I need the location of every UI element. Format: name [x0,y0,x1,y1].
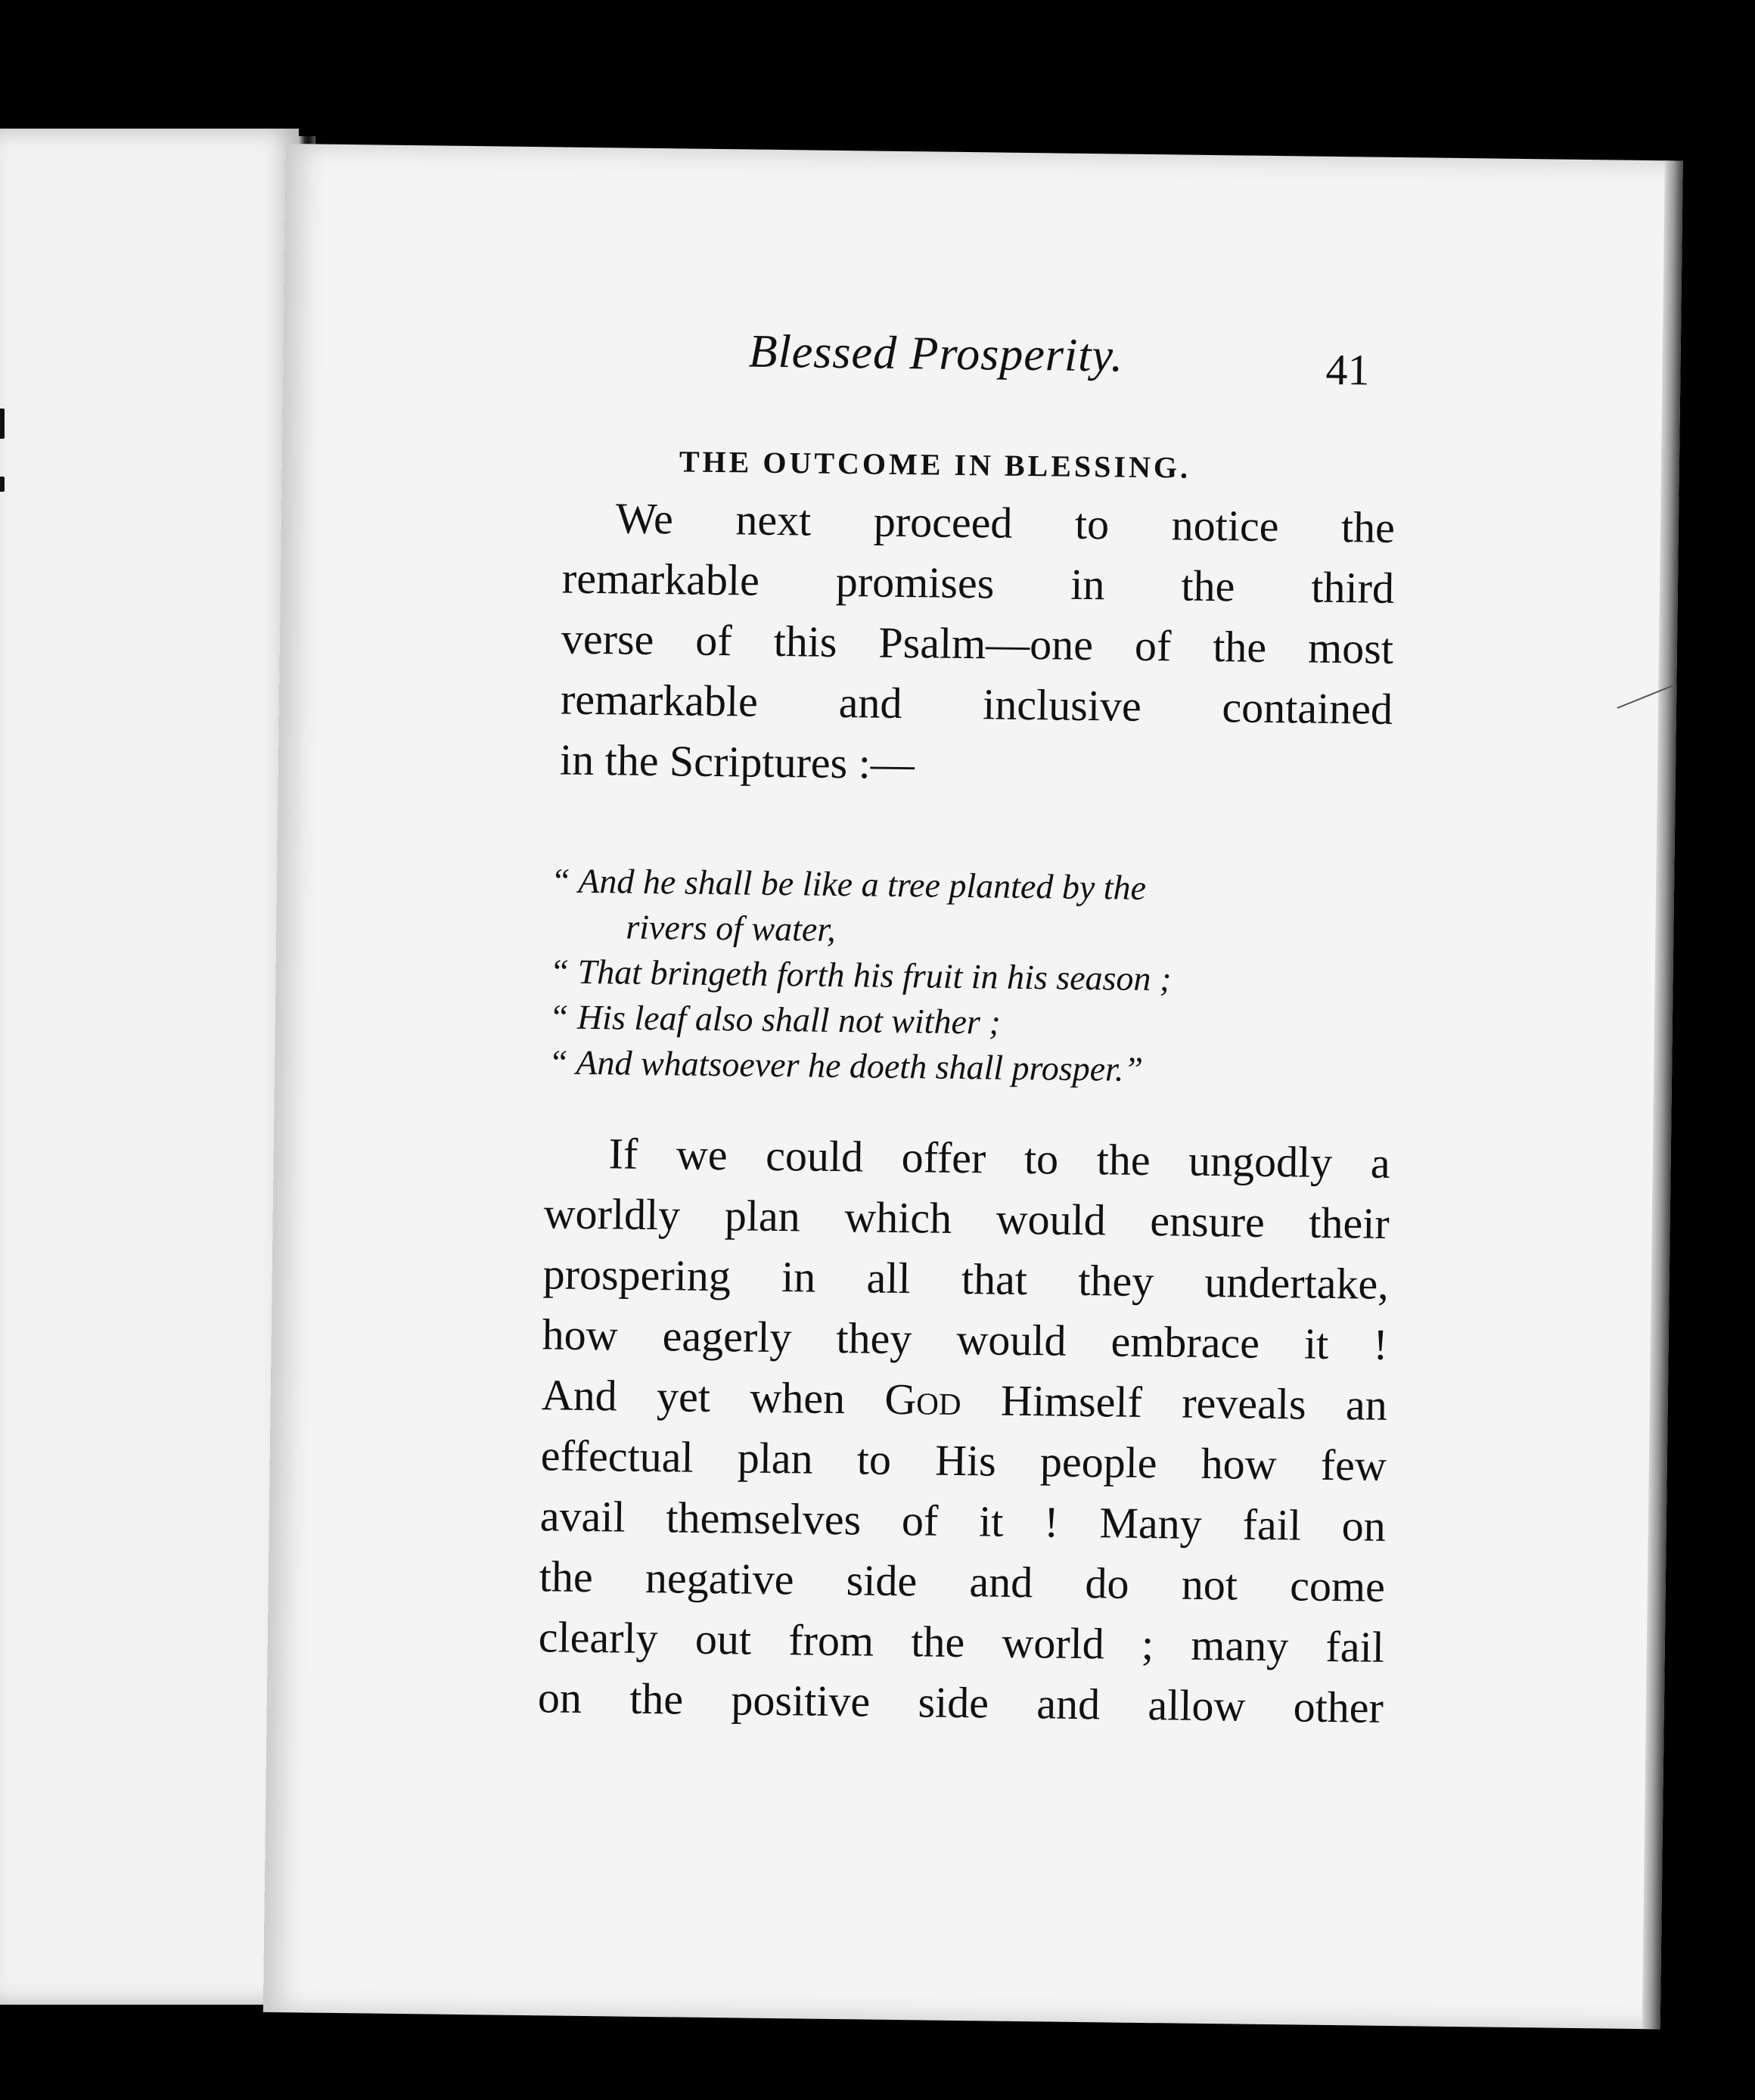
text-line: avail themselves of it ! Many fail on [539,1491,1387,1551]
running-head: Blessed Prosperity. [748,325,1124,382]
verse-line: “ His leaf also shall not wither ; [548,997,1001,1042]
section-title: THE OUTCOME IN BLESSING. [679,444,1191,485]
text-line [541,1365,1387,1436]
paragraph-body [537,1123,1390,1738]
text-line: in the Scriptures :— [559,735,915,789]
page-number: 41 [1325,344,1370,395]
text-line: clearly out from the world ; many fail [538,1612,1385,1672]
page-edge [1642,160,1683,2029]
text-line: remarkable promises in the third [561,553,1395,613]
text-line: how eagerly they would embrace it ! [542,1309,1389,1369]
text-fragment: And yet when [541,1370,885,1424]
text-line: effectual plan to His people how few [540,1431,1387,1490]
scripture-quotation [548,858,1399,1095]
text-fragment: Himself reveals an [961,1375,1388,1430]
verse-line: “ And he shall be like a tree planted by the [550,861,1147,907]
book-page [263,144,1683,2029]
text-line: remarkable and inclusive contained [560,674,1393,734]
edge-mark [0,477,5,492]
text-line: prospering in all that they undertake, [542,1249,1390,1309]
text-line: worldly plan which would ensure their [543,1188,1390,1248]
facing-left-page [0,129,299,2005]
text-line: verse of this Psalm—one of the most [561,614,1394,673]
text-line: on the positive side and allow other [537,1673,1384,1732]
small-caps-god: God [884,1374,962,1425]
verse-line: “ And whatsoever he doeth shall prosper.” [548,1042,1144,1089]
text-line: the negative side and do not come [539,1552,1386,1611]
verse-line: rivers of water, [626,907,836,949]
text-line: If we could offer to the ungodly a [608,1129,1391,1188]
edge-mark [0,409,5,439]
paragraph-intro [560,488,1396,800]
text-line: We next proceed to notice the [615,493,1396,552]
verse-line: “ That bringeth forth his fruit in his season ; [549,952,1172,999]
